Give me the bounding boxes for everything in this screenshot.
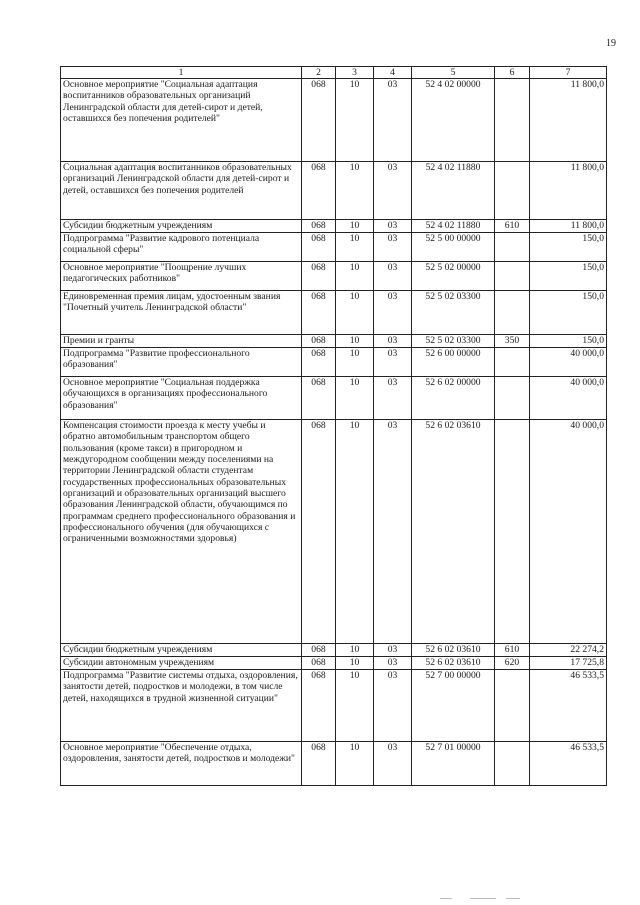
table-row <box>61 220 607 233</box>
cell-expense-type: 620 <box>495 657 530 670</box>
cell-subsection: 03 <box>374 377 412 420</box>
cell-section: 10 <box>336 644 374 657</box>
cell-expense-type <box>495 670 530 742</box>
row-name: Подпрограмма "Развитие системы отдыха, оздоровления, занятости детей, подростков и молодежи, в том числе детей, находящихся в трудной жизненной ситуации" <box>61 670 302 742</box>
cell-subsection: 03 <box>374 162 412 220</box>
cell-target-article: 52 6 02 00000 <box>412 377 495 420</box>
cell-expense-type: 350 <box>495 335 530 348</box>
cell-subsection: 03 <box>374 644 412 657</box>
cell-ministry: 068 <box>302 262 336 291</box>
cell-section: 10 <box>336 335 374 348</box>
cell-target-article: 52 7 00 00000 <box>412 670 495 742</box>
cell-amount: 40 000,0 <box>530 377 607 420</box>
cell-target-article: 52 5 00 00000 <box>412 233 495 262</box>
cell-section: 10 <box>336 79 374 162</box>
cell-expense-type <box>495 742 530 786</box>
table-row <box>61 262 607 291</box>
col-header: 2 <box>302 67 336 79</box>
cell-ministry: 068 <box>302 233 336 262</box>
table-row <box>61 291 607 335</box>
cell-ministry: 068 <box>302 79 336 162</box>
cell-expense-type <box>495 79 530 162</box>
cell-subsection: 03 <box>374 79 412 162</box>
cell-subsection: 03 <box>374 670 412 742</box>
cell-section: 10 <box>336 420 374 644</box>
table-row <box>61 644 607 657</box>
cell-ministry: 068 <box>302 162 336 220</box>
cell-subsection: 03 <box>374 657 412 670</box>
cell-section: 10 <box>336 233 374 262</box>
cell-target-article: 52 4 02 11880 <box>412 220 495 233</box>
cell-target-article: 52 7 01 00000 <box>412 742 495 786</box>
col-header: 1 <box>61 67 302 79</box>
col-header: 5 <box>412 67 495 79</box>
cell-subsection: 03 <box>374 262 412 291</box>
table-row <box>61 742 607 786</box>
table-row <box>61 79 607 162</box>
row-name: Социальная адаптация воспитанников образовательных организаций Ленинградской области для детей-сирот и детей, оставшихся без попечения родителей <box>61 162 302 220</box>
cell-ministry: 068 <box>302 657 336 670</box>
table-row <box>61 233 607 262</box>
cell-ministry: 068 <box>302 420 336 644</box>
cell-amount: 150,0 <box>530 262 607 291</box>
cell-ministry: 068 <box>302 335 336 348</box>
cell-amount: 46 533,5 <box>530 742 607 786</box>
cell-amount: 11 800,0 <box>530 162 607 220</box>
budget-table <box>60 66 607 786</box>
cell-expense-type <box>495 377 530 420</box>
cell-subsection: 03 <box>374 220 412 233</box>
table-row <box>61 348 607 377</box>
cell-expense-type <box>495 291 530 335</box>
row-name: Субсидии бюджетным учреждениям <box>61 220 302 233</box>
page-number: 19 <box>606 38 616 49</box>
cell-expense-type: 610 <box>495 220 530 233</box>
row-name: Основное мероприятие "Социальная поддержка обучающихся в организациях профессионального образования" <box>61 377 302 420</box>
cell-amount: 11 800,0 <box>530 79 607 162</box>
cell-subsection: 03 <box>374 742 412 786</box>
row-name: Подпрограмма "Развитие кадрового потенциала социальной сферы" <box>61 233 302 262</box>
row-name: Подпрограмма "Развитие профессионального образования" <box>61 348 302 377</box>
cell-target-article: 52 6 02 03610 <box>412 420 495 644</box>
row-name: Субсидии автономным учреждениям <box>61 657 302 670</box>
row-name: Премии и гранты <box>61 335 302 348</box>
cell-target-article: 52 4 02 11880 <box>412 162 495 220</box>
cell-amount: 40 000,0 <box>530 348 607 377</box>
cell-amount: 150,0 <box>530 233 607 262</box>
scan-artifact-line <box>470 898 496 899</box>
cell-subsection: 03 <box>374 233 412 262</box>
cell-target-article: 52 6 00 00000 <box>412 348 495 377</box>
cell-amount: 11 800,0 <box>530 220 607 233</box>
cell-section: 10 <box>336 670 374 742</box>
cell-ministry: 068 <box>302 377 336 420</box>
cell-expense-type <box>495 162 530 220</box>
cell-target-article: 52 4 02 00000 <box>412 79 495 162</box>
col-header: 4 <box>374 67 412 79</box>
cell-section: 10 <box>336 162 374 220</box>
row-name: Основное мероприятие "Поощрение лучших педагогических работников" <box>61 262 302 291</box>
table-header-row <box>61 67 607 79</box>
table-row <box>61 420 607 644</box>
cell-ministry: 068 <box>302 348 336 377</box>
cell-amount: 40 000,0 <box>530 420 607 644</box>
row-name: Субсидии бюджетным учреждениям <box>61 644 302 657</box>
cell-target-article: 52 5 02 03300 <box>412 335 495 348</box>
cell-subsection: 03 <box>374 291 412 335</box>
cell-expense-type: 610 <box>495 644 530 657</box>
cell-target-article: 52 6 02 03610 <box>412 657 495 670</box>
scan-artifact-line <box>440 898 452 899</box>
cell-ministry: 068 <box>302 291 336 335</box>
cell-amount: 22 274,2 <box>530 644 607 657</box>
table-row <box>61 162 607 220</box>
table-row <box>61 335 607 348</box>
cell-section: 10 <box>336 262 374 291</box>
cell-section: 10 <box>336 742 374 786</box>
cell-expense-type <box>495 420 530 644</box>
cell-amount: 150,0 <box>530 291 607 335</box>
cell-section: 10 <box>336 377 374 420</box>
cell-expense-type <box>495 262 530 291</box>
cell-section: 10 <box>336 348 374 377</box>
cell-amount: 150,0 <box>530 335 607 348</box>
table-row <box>61 670 607 742</box>
cell-section: 10 <box>336 220 374 233</box>
col-header: 7 <box>530 67 607 79</box>
cell-expense-type <box>495 348 530 377</box>
cell-ministry: 068 <box>302 742 336 786</box>
cell-subsection: 03 <box>374 335 412 348</box>
cell-expense-type <box>495 233 530 262</box>
cell-target-article: 52 5 02 03300 <box>412 291 495 335</box>
row-name: Основное мероприятие "Социальная адаптация воспитанников образовательных организаций Ленинградской области для детей-сирот и детей, оставшихся без попечения родителей" <box>61 79 302 162</box>
cell-ministry: 068 <box>302 220 336 233</box>
cell-subsection: 03 <box>374 348 412 377</box>
cell-subsection: 03 <box>374 420 412 644</box>
table-row <box>61 657 607 670</box>
table-row <box>61 377 607 420</box>
cell-ministry: 068 <box>302 644 336 657</box>
cell-amount: 46 533,5 <box>530 670 607 742</box>
cell-amount: 17 725,8 <box>530 657 607 670</box>
scan-artifact-line <box>506 898 520 899</box>
cell-section: 10 <box>336 657 374 670</box>
cell-target-article: 52 6 02 03610 <box>412 644 495 657</box>
col-header: 3 <box>336 67 374 79</box>
row-name: Единовременная премия лицам, удостоенным звания "Почетный учитель Ленинградской области" <box>61 291 302 335</box>
row-name: Основное мероприятие "Обеспечение отдыха, оздоровления, занятости детей, подростков и молодежи" <box>61 742 302 786</box>
row-name: Компенсация стоимости проезда к месту учебы и обратно автомобильным транспортом общего пользования (кроме такси) в пригородном и междугородном сообщении между поселениями на территории Ленинградской области студентам государственных профессиональных образовательных организаций и образовательных организаций высшего образования Ленинградской области, обучающимся по программам среднего профессионального образования и профессионального обучения (для обучающихся с ограниченными возможностями здоровья) <box>61 420 302 644</box>
col-header: 6 <box>495 67 530 79</box>
cell-section: 10 <box>336 291 374 335</box>
cell-ministry: 068 <box>302 670 336 742</box>
cell-target-article: 52 5 02 00000 <box>412 262 495 291</box>
